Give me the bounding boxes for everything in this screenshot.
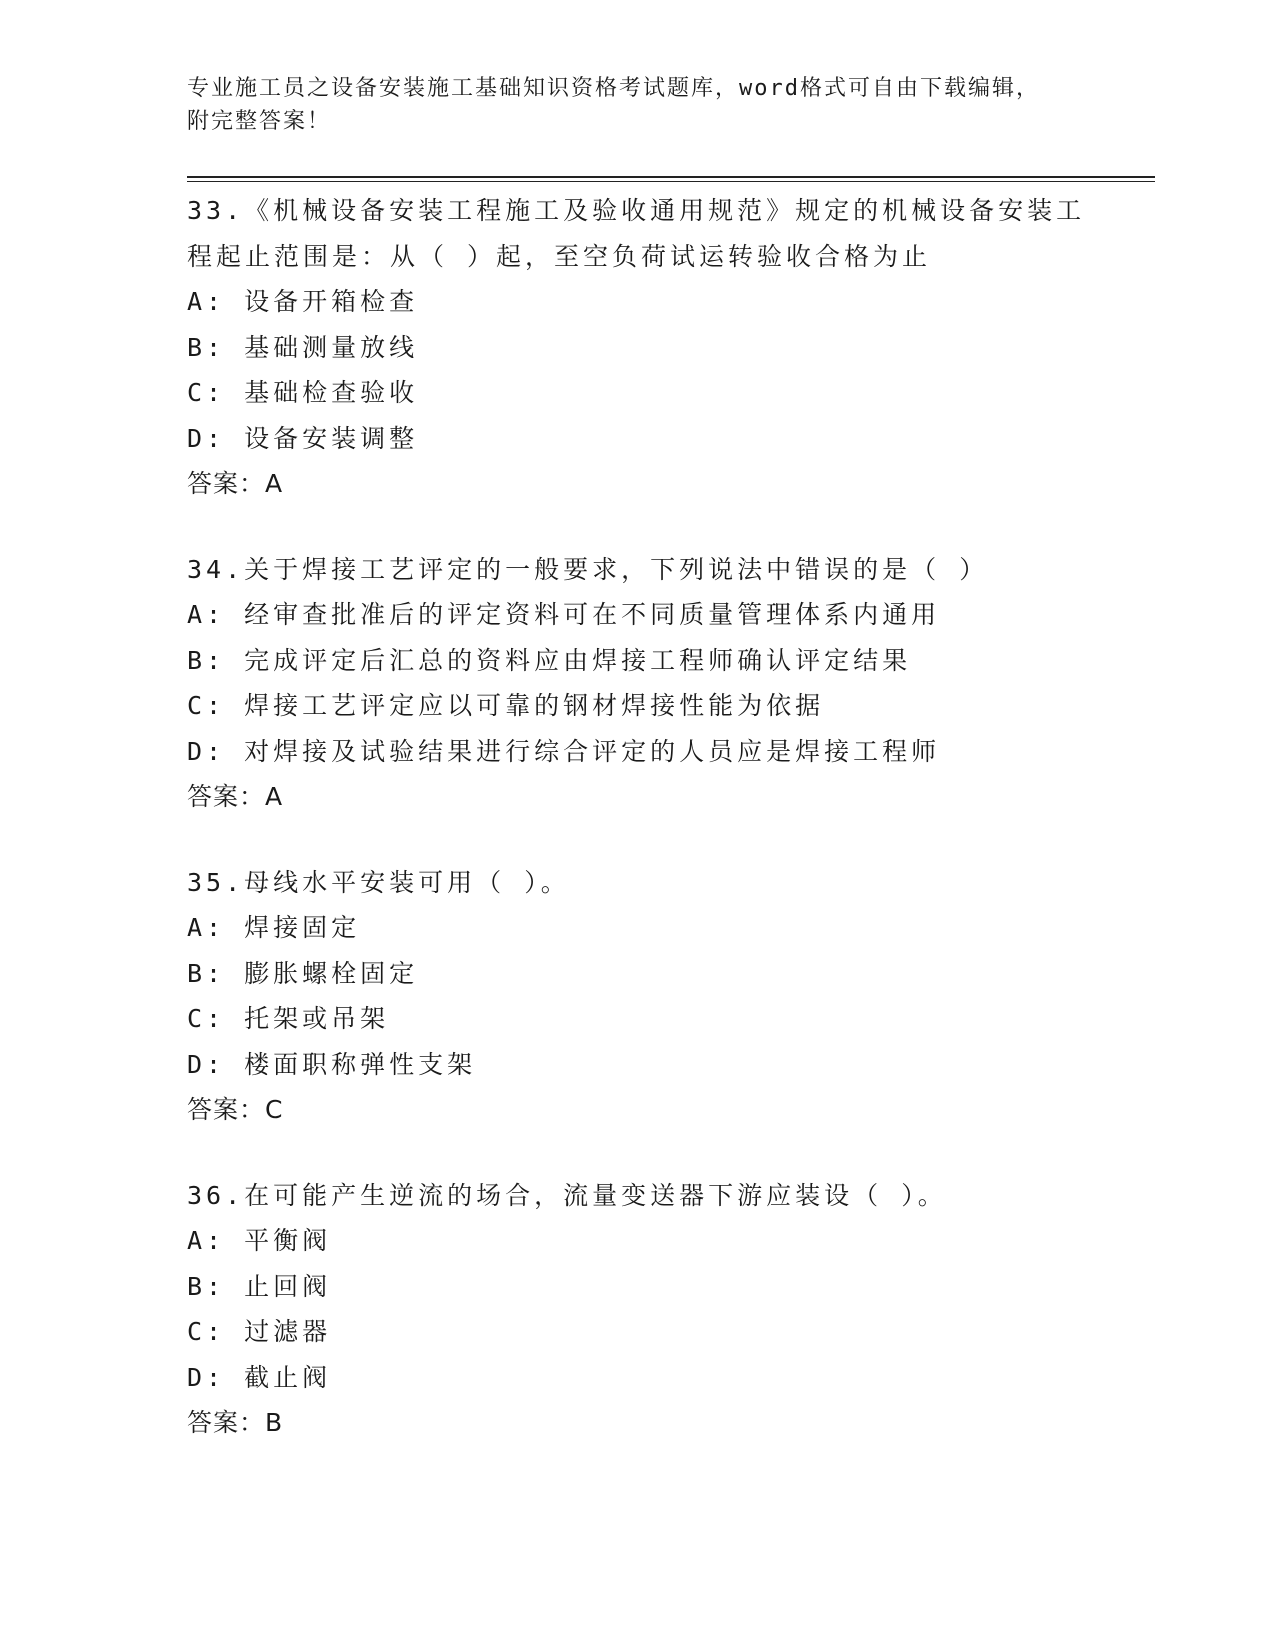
option-letter: B: [187,1271,226,1301]
option-letter: C: [187,1317,226,1346]
option-c [187,996,1087,1042]
answer-line: 答案：A [187,469,284,498]
option-text: 基础测量放线 [244,332,419,362]
option-b [187,638,1087,684]
option-letter: A: [187,913,226,942]
answer-line: 答案：C [187,1095,284,1124]
question-stem: 33.《机械设备安装工程施工及验收通用规范》规定的机械设备安装工 [187,196,1086,225]
option-a [187,905,1087,951]
option-d [187,416,1087,462]
option-text: 完成评定后汇总的资料应由焊接工程师确认评定结果 [244,645,912,675]
question-stem: 35.母线水平安装可用（ ）。 [187,867,570,897]
option-letter: C: [187,1004,226,1033]
option-letter: A: [187,600,226,629]
option-d [187,1042,1087,1088]
option-letter: C: [187,691,226,720]
option-d [187,729,1087,775]
option-letter: D: [187,1049,226,1079]
option-a [187,1218,1087,1264]
option-letter: B: [187,645,226,675]
option-letter: B: [187,332,226,362]
option-b [187,325,1087,371]
option-text: 焊接固定 [244,913,361,942]
question-35 [187,860,1087,1133]
option-text: 设备安装调整 [244,423,419,453]
document-header [187,72,1087,138]
option-text: 托架或吊架 [244,1004,390,1033]
option-text: 楼面职称弹性支架 [244,1049,477,1079]
question-stem: 34.关于焊接工艺评定的一般要求，下列说法中错误的是（ ） [187,554,989,584]
option-text: 经审查批准后的评定资料可在不同质量管理体系内通用 [244,600,941,629]
option-text: 止回阀 [244,1271,332,1301]
option-letter: C: [187,378,226,407]
question-stem-continued: 程起止范围是：从（ ）起，至空负荷试运转验收合格为止 [187,241,932,271]
question-stem: 36.在可能产生逆流的场合，流量变送器下游应装设（ ）。 [187,1180,947,1210]
option-letter: B: [187,958,226,988]
option-letter: D: [187,423,226,453]
option-letter: D: [187,1362,226,1392]
question-33 [187,188,1087,507]
option-text: 设备开箱检查 [244,287,419,316]
option-d [187,1355,1087,1401]
header-line-1: 专业施工员之设备安装施工基础知识资格考试题库，word格式可自由下载编辑， [187,76,1040,101]
option-text: 平衡阀 [244,1226,332,1255]
option-b [187,951,1087,997]
option-text: 过滤器 [244,1317,332,1346]
answer-line: 答案：A [187,782,284,811]
option-text: 膨胀螺栓固定 [244,958,419,988]
option-c [187,370,1087,416]
option-a [187,279,1087,325]
question-34 [187,547,1087,820]
option-b [187,1264,1087,1310]
option-text: 基础检查验收 [244,378,419,407]
option-letter: A: [187,1226,226,1255]
option-c [187,1309,1087,1355]
option-c [187,683,1087,729]
option-text: 对焊接及试验结果进行综合评定的人员应是焊接工程师 [244,736,941,766]
option-text: 焊接工艺评定应以可靠的钢材焊接性能为依据 [244,691,825,720]
header-divider-thick [187,176,1155,178]
option-letter: D: [187,736,226,766]
option-text: 截止阀 [244,1362,332,1392]
option-letter: A: [187,287,226,316]
question-list [187,188,1087,1486]
header-line-2: 附完整答案！ [187,109,332,134]
option-a [187,592,1087,638]
header-divider-thin [187,181,1155,182]
answer-line: 答案：B [187,1408,284,1437]
question-36 [187,1173,1087,1446]
